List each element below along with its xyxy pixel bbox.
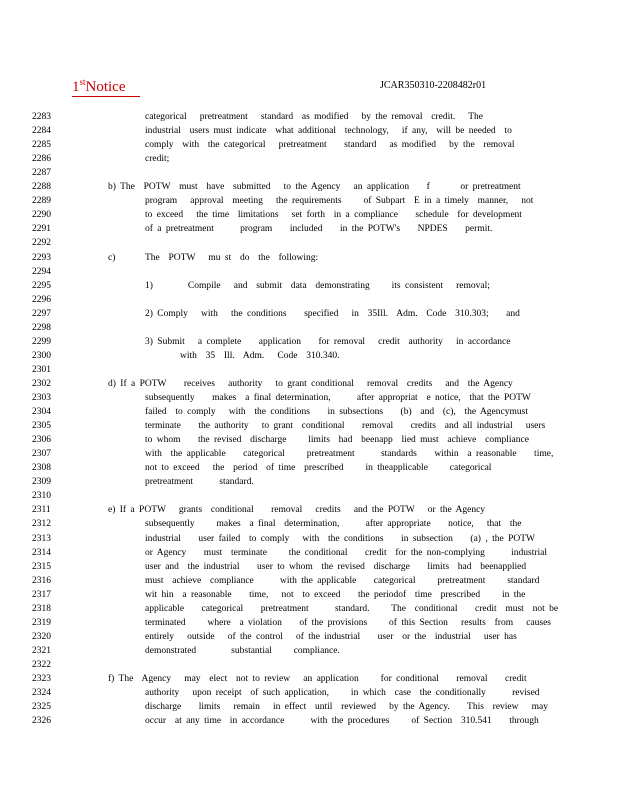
line-text: 1) Compile and submit data demonstrating its consistent removal; <box>145 280 490 291</box>
document-line <box>0 265 618 279</box>
line-text: entirely outside of the control of the industrial user or the industrial user has <box>145 631 517 642</box>
document-line <box>0 588 618 602</box>
document-line <box>0 686 618 700</box>
line-text: user and the industrial user to whom the revised discharge limits had beenapplied <box>145 561 527 572</box>
document-line <box>0 560 618 574</box>
line-text: or Agency must terminate the conditional credit for the non-complying industrial <box>145 547 547 558</box>
document-line <box>0 377 618 391</box>
document-line <box>0 419 618 433</box>
line-text: 3) Submit a complete application for removal credit authority in accordance <box>145 336 511 347</box>
first-notice-label: 1stNotice <box>72 74 140 97</box>
line-number: 2323 <box>32 674 51 684</box>
line-number: 2302 <box>32 378 51 389</box>
line-number: 2313 <box>32 533 51 544</box>
line-number: 2318 <box>32 603 51 614</box>
line-text: subsequently makes a final determination, after appropriate notice, that the <box>145 519 522 530</box>
line-number: 2321 <box>32 645 51 656</box>
line-text: subsequently makes a final determination, after appropriat e notice, that the POTW <box>145 393 531 403</box>
document-line <box>0 405 618 419</box>
line-number: 2306 <box>32 435 51 446</box>
line-text: demonstrated substantial compliance. <box>145 645 340 656</box>
line-number: 2305 <box>32 421 51 432</box>
line-number: 2291 <box>32 224 51 235</box>
document-line <box>0 602 618 616</box>
line-number: 2319 <box>32 617 51 628</box>
line-number: 2294 <box>32 266 51 277</box>
document-line <box>0 532 618 546</box>
line-text: authority upon receipt of such application, in which case the conditionally revised <box>145 688 540 699</box>
line-number: 2300 <box>32 350 51 361</box>
line-number: 2325 <box>32 702 51 713</box>
line-number: 2283 <box>32 112 51 122</box>
line-text: terminated where a violation of the provisions of this Section results from causes <box>145 617 551 628</box>
document-line <box>0 335 618 349</box>
line-text: pretreatment standard. <box>145 477 254 488</box>
document-line <box>0 517 618 531</box>
document-line <box>0 489 618 503</box>
line-number: 2316 <box>32 575 51 586</box>
line-text: b) The POTW must have submitted to the Agency an application f or pretreatment <box>108 182 521 193</box>
line-number: 2303 <box>32 393 51 403</box>
document-line <box>0 630 618 644</box>
line-number: 2322 <box>32 659 51 670</box>
line-number: 2315 <box>32 561 51 572</box>
line-number: 2293 <box>32 252 51 263</box>
line-text: to exceed the time limitations set forth in a compliance schedule for development <box>145 210 522 221</box>
line-text: terminate the authority to grant conditional removal credits and all industrial users <box>145 421 546 432</box>
line-number: 2310 <box>32 491 51 502</box>
line-text: must achieve compliance with the applicable categorical pretreatment standard <box>145 575 540 586</box>
line-number: 2292 <box>32 238 51 249</box>
document-line <box>0 447 618 461</box>
document-id: JCAR350310-2208482r01 <box>380 80 487 91</box>
document-line <box>0 124 618 138</box>
line-text: program approval meeting the requirements of Subpart E in a timely manner, not <box>145 196 534 207</box>
line-text: f) The Agency may elect not to review an application for conditional removal credit <box>108 674 527 684</box>
line-number: 2307 <box>32 449 51 460</box>
document-line <box>0 391 618 405</box>
line-number: 2324 <box>32 688 51 699</box>
document-line <box>0 672 618 686</box>
line-number: 2299 <box>32 336 51 347</box>
line-text: occur at any time in accordance with the procedures of Section 310.541 through <box>145 716 539 727</box>
line-number: 2296 <box>32 294 51 305</box>
line-number: 2309 <box>32 477 51 488</box>
document-line <box>0 433 618 447</box>
line-text: categorical pretreatment standard as modified by the removal credit. The <box>145 112 484 122</box>
line-number: 2314 <box>32 547 51 558</box>
line-text: e) If a POTW grants conditional removal credits and the POTW or the Agency <box>108 505 486 516</box>
document-line <box>0 574 618 588</box>
document-line <box>0 700 618 714</box>
line-text: applicable categorical pretreatment standard. The conditional credit must not be <box>145 603 559 614</box>
line-text: with the applicable categorical pretreatment standards within a reasonable time, <box>145 449 554 460</box>
line-number: 2285 <box>32 140 51 151</box>
line-number: 2297 <box>32 308 51 319</box>
line-number: 2311 <box>32 505 51 516</box>
line-text: industrial users must indicate what additional technology, if any, will be needed to <box>145 126 512 137</box>
line-text: discharge limits remain in effect until reviewed by the Agency. This review may <box>145 702 548 713</box>
document-line <box>0 475 618 489</box>
line-text: to whom the revised discharge limits had beenapp lied must achieve compliance <box>145 435 529 446</box>
line-text: 2) Comply with the conditions specified in 35Ill. Adm. Code 310.303; and <box>145 308 520 319</box>
line-number: 2284 <box>32 126 51 137</box>
line-number: 2320 <box>32 631 51 642</box>
document-line <box>0 180 618 194</box>
document-line <box>0 363 618 377</box>
document-line <box>0 251 618 265</box>
line-number: 2295 <box>32 280 51 291</box>
document-line <box>0 138 618 152</box>
document-line <box>0 152 618 166</box>
document-line <box>0 546 618 560</box>
document-line <box>0 349 618 363</box>
document-line <box>0 279 618 293</box>
line-text: failed to comply with the conditions in subsections (b) and (c), the Agencymust <box>145 407 528 418</box>
document-line <box>0 307 618 321</box>
line-number: 2298 <box>32 322 51 333</box>
line-text: not to exceed the period of time prescribed in theapplicable categorical <box>145 463 492 474</box>
line-number: 2286 <box>32 154 51 165</box>
document-line <box>0 236 618 250</box>
line-text: industrial user failed to comply with the conditions in subsection (a) , the POTW <box>145 533 535 544</box>
document-line <box>0 293 618 307</box>
item-label: c) <box>108 252 116 263</box>
document-line <box>0 110 618 124</box>
line-number: 2312 <box>32 519 51 530</box>
line-text: d) If a POTW receives authority to grant conditional removal credits and the Agency <box>108 378 513 389</box>
line-number: 2289 <box>32 196 51 207</box>
document-line <box>0 208 618 222</box>
line-text: credit; <box>145 154 170 165</box>
document-line <box>0 194 618 208</box>
document-line <box>0 222 618 236</box>
document-line <box>0 503 618 517</box>
document-line <box>0 714 618 728</box>
line-text: comply with the categorical pretreatment standard as modified by the removal <box>145 140 515 151</box>
document-line <box>0 321 618 335</box>
document-line <box>0 461 618 475</box>
line-text: with 35 Ill. Adm. Code 310.340. <box>180 350 340 361</box>
line-number: 2287 <box>32 168 51 179</box>
document-line <box>0 644 618 658</box>
document-line <box>0 166 618 180</box>
line-number: 2301 <box>32 364 51 375</box>
line-number: 2290 <box>32 210 51 221</box>
document-line <box>0 616 618 630</box>
document-line <box>0 658 618 672</box>
line-number: 2288 <box>32 182 51 193</box>
line-text: of a pretreatment program included in the POTW's NPDES permit. <box>145 224 493 235</box>
line-number: 2326 <box>32 716 51 727</box>
line-number: 2308 <box>32 463 51 474</box>
line-text: The POTW mu st do the following: <box>145 252 319 263</box>
line-number: 2304 <box>32 407 51 418</box>
line-text: wit hin a reasonable time, not to exceed the periodof time prescribed in the <box>145 589 526 600</box>
line-number: 2317 <box>32 589 51 600</box>
